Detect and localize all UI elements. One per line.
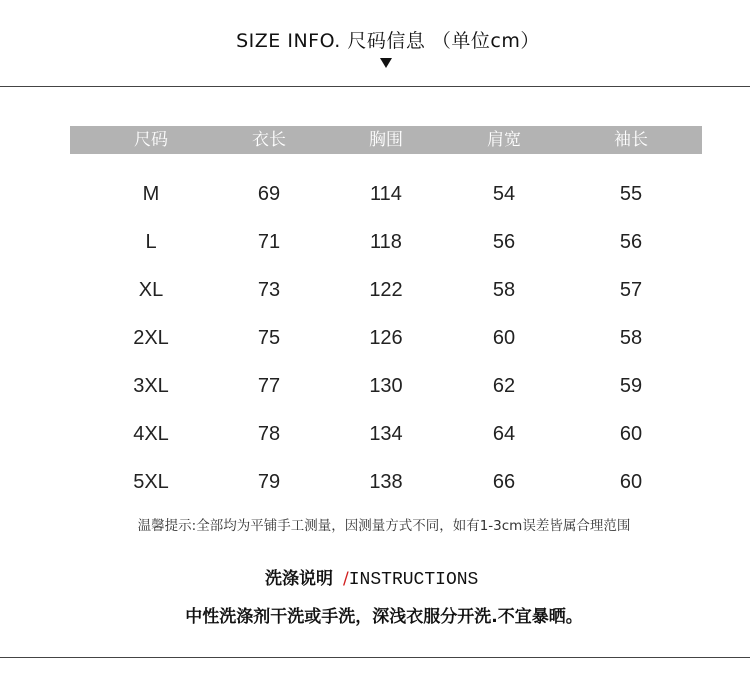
page-title: SIZE INFO. 尺码信息 （单位cm） [236, 30, 540, 52]
table-cell-length: 73 [257, 279, 281, 301]
table-cell-chest: 118 [370, 231, 402, 253]
table-cell-shoulder: 60 [492, 327, 516, 349]
measurement-note: 温馨提示:全部均为平铺手工测量，因测量方式不同，如有1-3cm误差皆属合理范围 [137, 518, 631, 534]
table-cell-shoulder: 66 [492, 471, 516, 493]
table-cell-sleeve: 56 [619, 231, 643, 253]
size-table-header [70, 126, 702, 154]
table-cell-chest: 114 [370, 183, 402, 205]
table-cell-shoulder: 64 [492, 423, 516, 445]
column-header-chest: 胸围 [369, 130, 403, 150]
column-header-sleeve: 袖长 [614, 130, 648, 150]
table-cell-sleeve: 59 [619, 375, 643, 397]
table-cell-length: 78 [257, 423, 281, 445]
table-cell-sleeve: 57 [619, 279, 643, 301]
instructions-title-cn: 洗涤说明 [265, 569, 333, 589]
table-cell-length: 75 [257, 327, 281, 349]
instructions-title-en: INSTRUCTIONS [348, 570, 479, 590]
table-cell-size: 2XL [133, 327, 169, 349]
instructions-title [265, 564, 478, 590]
table-cell-shoulder: 56 [492, 231, 516, 253]
table-cell-shoulder: 58 [492, 279, 516, 301]
table-cell-size: 3XL [133, 375, 169, 397]
care-instructions-text: 中性洗涤剂干洗或手洗，深浅衣服分开洗.不宜暴晒。 [185, 607, 583, 627]
table-cell-chest: 122 [369, 279, 403, 301]
table-cell-size: M [142, 183, 160, 205]
table-cell-sleeve: 55 [619, 183, 643, 205]
bottom-divider [0, 657, 750, 658]
table-cell-shoulder: 62 [492, 375, 516, 397]
table-cell-chest: 126 [369, 327, 403, 349]
column-header-shoulder: 肩宽 [487, 130, 521, 150]
table-cell-length: 79 [257, 471, 281, 493]
table-cell-length: 71 [257, 231, 281, 253]
table-cell-size: 4XL [133, 423, 169, 445]
column-header-length: 衣长 [252, 130, 286, 150]
table-cell-length: 77 [257, 375, 281, 397]
table-cell-length: 69 [257, 183, 281, 205]
table-cell-chest: 138 [369, 471, 403, 493]
column-header-size: 尺码 [134, 130, 168, 150]
triangle-down-icon [380, 58, 392, 68]
table-cell-sleeve: 60 [619, 471, 643, 493]
table-cell-size: XL [138, 279, 164, 301]
table-cell-size: 5XL [133, 471, 169, 493]
table-cell-chest: 134 [369, 423, 403, 445]
instructions-slash: / [343, 569, 349, 589]
table-cell-sleeve: 60 [619, 423, 643, 445]
top-divider [0, 86, 750, 87]
table-cell-size: L [145, 231, 157, 253]
table-cell-shoulder: 54 [492, 183, 516, 205]
table-cell-chest: 130 [369, 375, 403, 397]
table-cell-sleeve: 58 [619, 327, 643, 349]
